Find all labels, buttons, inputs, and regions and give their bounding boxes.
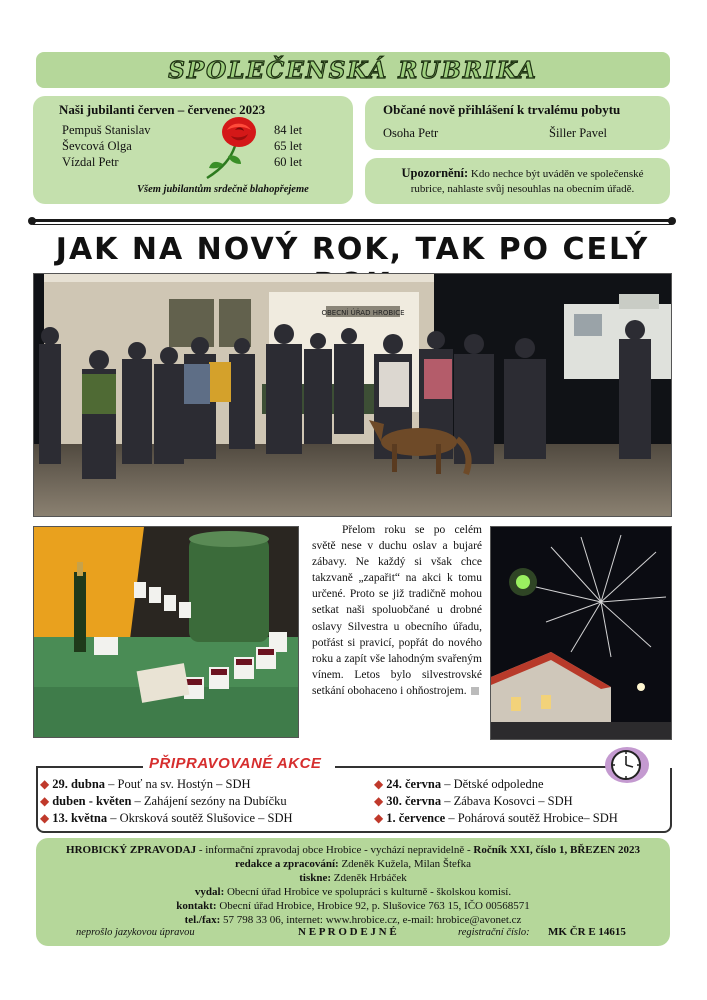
jubilant-age: 65 let [274, 139, 303, 153]
event-text: – Dětské odpoledne [441, 777, 544, 791]
masthead-label: redakce a zpracování: [235, 858, 339, 870]
diamond-bullet-icon: ◆ [374, 777, 384, 791]
divider-dot [668, 217, 676, 225]
rubric-title: SPOLEČENSKÁ RUBRIKA [168, 56, 538, 84]
registration-number: MK ČR E 14615 [548, 926, 626, 938]
divider [33, 219, 672, 222]
issue-info: Ročník XXI, číslo 1, BŘEZEN 2023 [473, 844, 640, 856]
masthead-label: tiskne: [299, 872, 332, 884]
diamond-bullet-icon: ◆ [40, 811, 50, 825]
masthead-line [36, 885, 670, 899]
jubilant-name: Vízdal Petr [62, 155, 119, 169]
masthead-label: tel./fax: [184, 914, 221, 926]
main-photo [33, 273, 672, 517]
event-item [40, 811, 293, 826]
drinks-photo [33, 526, 299, 738]
article-headline: JAK NA NOVÝ ROK, TAK PO CELÝ [55, 232, 650, 267]
masthead-value: Zdeněk Hrbáček [331, 872, 407, 884]
event-item [40, 794, 287, 809]
language-note: neprošlo jazykovou úpravou [76, 927, 195, 938]
event-date: 13. května [52, 811, 108, 825]
divider [33, 224, 672, 225]
diamond-bullet-icon: ◆ [374, 794, 384, 808]
event-date: 30. června [386, 794, 442, 808]
diamond-bullet-icon: ◆ [40, 777, 50, 791]
jubilants-box [33, 96, 353, 204]
new-residents-box [365, 96, 670, 150]
divider-dot [28, 217, 36, 225]
event-date: 24. června [386, 777, 442, 791]
masthead-line [36, 899, 670, 913]
event-text: – Zahájení sezóny na Dubíčku [131, 794, 287, 808]
end-mark-icon [471, 687, 479, 695]
notice-text: Kdo nechce být uváděn ve společenské rubrice, nahlaste svůj nesouhlas na obecním úřadě. [410, 168, 644, 195]
jubilant-name: Ševcová Olga [62, 139, 132, 153]
event-item [374, 811, 618, 826]
masthead-value: Obecní úřad Hrobice, Hrobice 92, p. Slušovice 763 15, IČO 00568571 [216, 900, 530, 912]
masthead-label: vydal: [194, 886, 225, 898]
event-date: duben - květen [52, 794, 132, 808]
masthead-value: Obecní úřad Hrobice ve spolupráci s kulturně - školskou komisí. [224, 886, 512, 898]
masthead-footer [36, 838, 670, 946]
not-for-sale: N E P R O D E J N É [298, 926, 397, 938]
office-sign: OBECNÍ ÚŘAD HROBICE [321, 309, 405, 317]
resident-name: Šiller Pavel [549, 126, 607, 140]
masthead-line [36, 843, 670, 857]
event-text: – Pohárová soutěž Hrobice– SDH [445, 811, 618, 825]
event-text: – Okrsková soutěž Slušovice – SDH [107, 811, 293, 825]
event-item [374, 777, 544, 792]
masthead-line [36, 871, 670, 885]
event-text: – Pouť na sv. Hostýn – SDH [105, 777, 251, 791]
resident-name: Osoha Petr [383, 126, 439, 140]
event-date: 29. dubna [52, 777, 106, 791]
masthead-value: Zdeněk Kužela, Milan Štefka [338, 858, 471, 870]
rubric-banner [36, 52, 670, 88]
event-date: 1. července [386, 811, 446, 825]
event-text: – Zábava Kosovci – SDH [441, 794, 573, 808]
notice-label: Upozornění: [401, 166, 469, 180]
events-title: PŘIPRAVOVANÉ AKCE [143, 755, 327, 772]
article-text [312, 522, 482, 699]
event-item [374, 794, 573, 809]
newsletter-desc: - informační zpravodaj obce Hrobice - vychází nepravidelně - [196, 844, 474, 856]
newsletter-name: HROBICKÝ ZPRAVODAJ [66, 844, 197, 856]
event-item [40, 777, 251, 792]
masthead-line [36, 857, 670, 871]
jubilants-footer: Všem jubilantům srdečně blahopřejeme [137, 184, 309, 195]
masthead-value: 57 798 33 06, internet: www.hrobice.cz, e-mail: hrobice@avonet.cz [220, 914, 522, 926]
jubilant-age: 84 let [274, 123, 303, 137]
jubilant-age: 60 let [274, 155, 303, 169]
new-residents-title: Občané nově přihlášení k trvalému pobytu [383, 102, 621, 117]
jubilants-title: Naši jubilanti červen – červenec 2023 [59, 102, 266, 117]
jubilant-name: Pempuš Stanislav [62, 123, 151, 137]
diamond-bullet-icon: ◆ [374, 811, 384, 825]
diamond-bullet-icon: ◆ [40, 794, 50, 808]
masthead-label: kontakt: [176, 900, 217, 912]
red-rose-icon [201, 116, 263, 182]
article-body: Přelom roku se po celém světě nese v duchu oslav a bujaré zábavy. Ne každý si však chce takzvaně „zapařit“ na akci k tomu určené. Proto se již tradičně mohou setkat naši spoluobčané u drobné oslavy Silvestra u obecního úřadu, potřást si pravicí, popřát do nového roku a zapít vše lahodným svařeným vínem. Letos bylo silvestrovské setkání obohaceno i ohňostrojem. [312, 524, 482, 697]
notice-box [365, 158, 670, 204]
masthead-line [36, 913, 670, 927]
fireworks-photo [490, 526, 672, 740]
registration-label: registrační číslo: [458, 927, 530, 938]
clock-icon [604, 746, 650, 784]
